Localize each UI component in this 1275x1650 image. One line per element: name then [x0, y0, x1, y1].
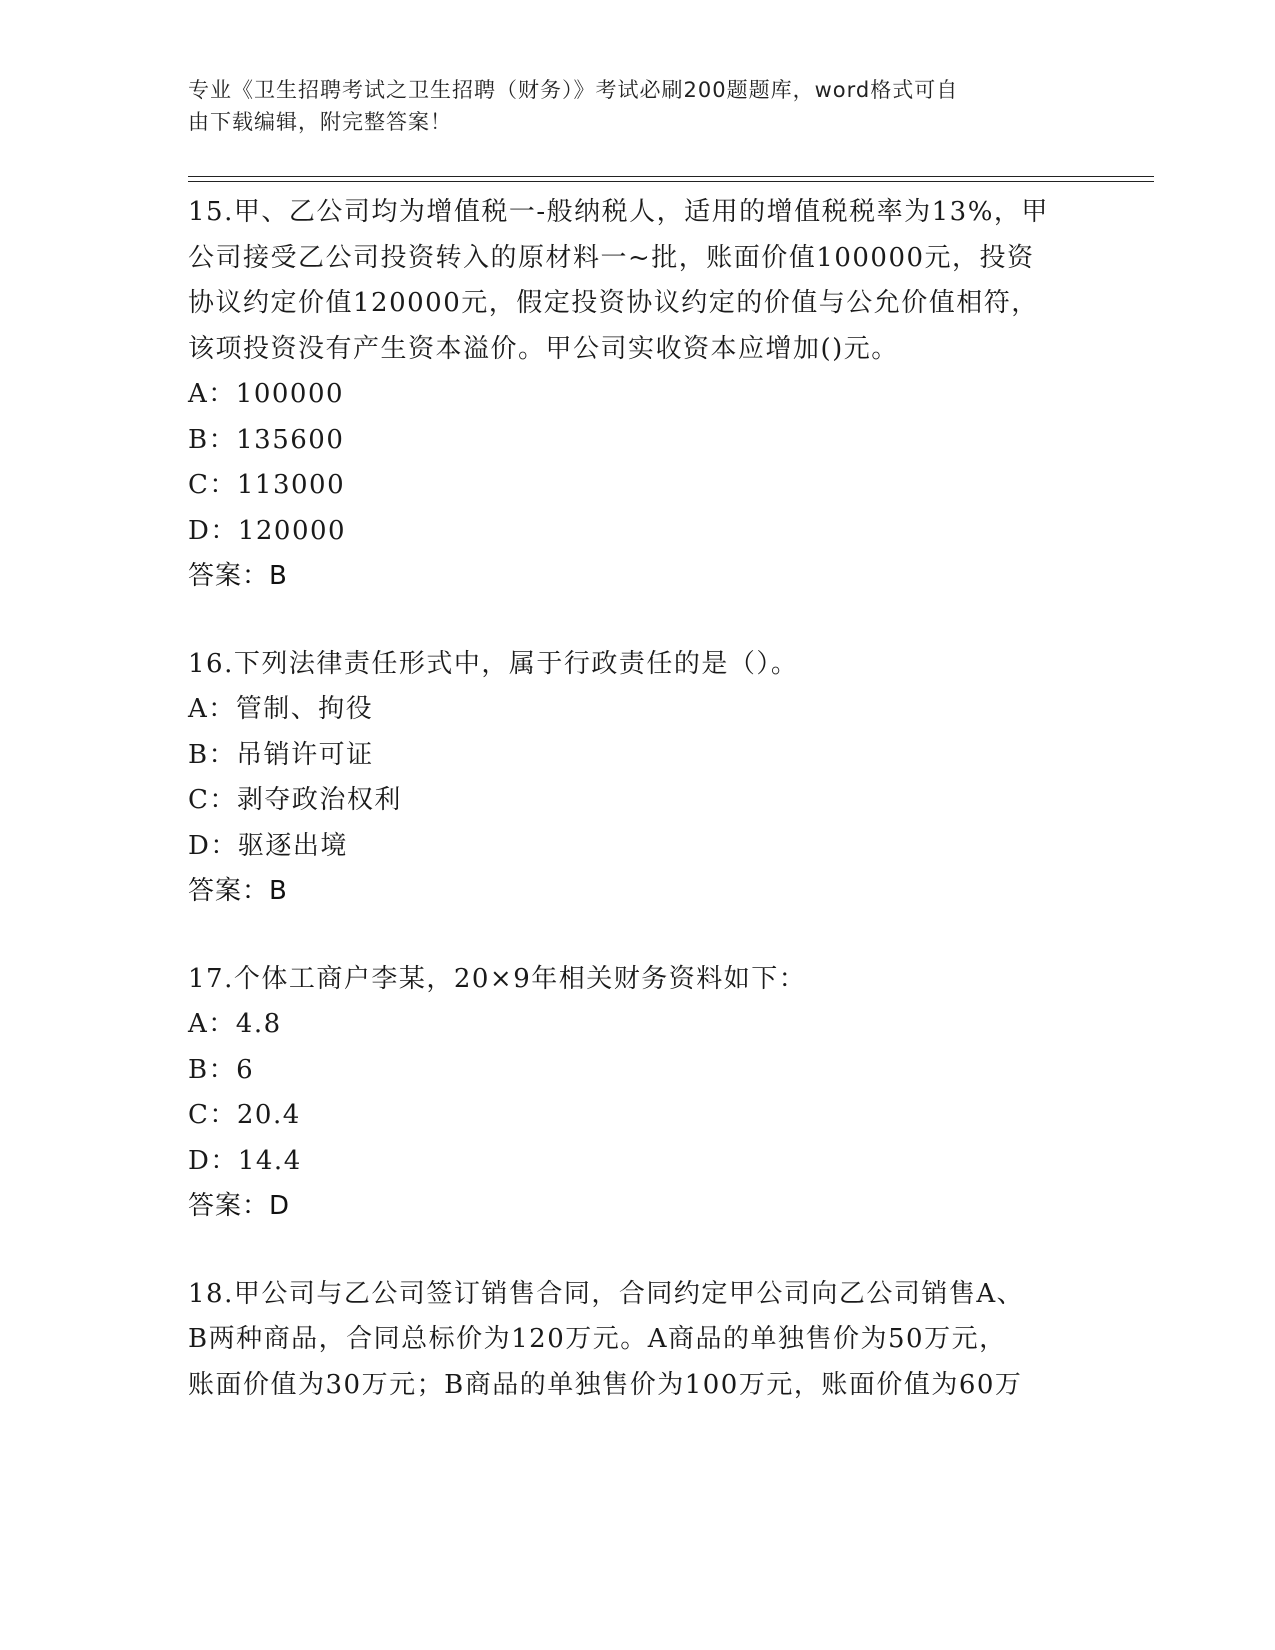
option-a: A：管制、拘役 — [188, 694, 374, 724]
question-line: 15.甲、乙公司均为增值税一-般纳税人，适用的增值税税率为13%，甲 — [188, 197, 1049, 227]
option-c: C：剥夺政治权利 — [188, 785, 402, 815]
question-line: 账面价值为30万元；B商品的单独售价为100万元，账面价值为60万 — [188, 1369, 1023, 1400]
header-divider-bottom — [188, 181, 1154, 182]
question-17 — [188, 957, 1088, 1230]
header-divider-top — [188, 176, 1154, 177]
question-text — [188, 1272, 1088, 1409]
option-a: A：100000 — [188, 379, 345, 409]
question-text — [188, 190, 1088, 372]
option-c: C：20.4 — [188, 1100, 301, 1130]
question-list — [188, 190, 1088, 1450]
option-b: B：135600 — [188, 424, 345, 455]
question-15 — [188, 190, 1088, 600]
question-line: 公司接受乙公司投资转入的原材料一~批，账面价值100000元，投资 — [188, 242, 1035, 273]
question-line: 18.甲公司与乙公司签订销售合同，合同约定甲公司向乙公司销售A、 — [188, 1278, 1025, 1309]
question-line: 17.个体工商户李某，20×9年相关财务资料如下： — [188, 963, 807, 994]
option-b: B：6 — [188, 1054, 255, 1085]
question-line: B两种商品，合同总标价为120万元。A商品的单独售价为50万元， — [188, 1324, 1007, 1354]
option-d: D：驱逐出境 — [188, 830, 348, 861]
question-text — [188, 642, 1088, 688]
question-16 — [188, 642, 1088, 915]
answer-label: 答案：B — [188, 876, 288, 906]
question-text — [188, 957, 1088, 1003]
option-a: A：4.8 — [188, 1009, 282, 1039]
question-18 — [188, 1272, 1088, 1409]
option-d: D：120000 — [188, 515, 347, 546]
answer-label: 答案：D — [188, 1191, 291, 1221]
question-line: 该项投资没有产生资本溢价。甲公司实收资本应增加()元。 — [188, 333, 899, 364]
option-b: B：吊销许可证 — [188, 739, 374, 770]
header-line-1: 专业《卫生招聘考试之卫生招聘（财务）》考试必刷200题题库，word格式可自 — [188, 78, 959, 102]
header-line-2: 由下载编辑，附完整答案！ — [188, 110, 452, 134]
option-d: D：14.4 — [188, 1145, 302, 1176]
option-c: C：113000 — [188, 470, 346, 500]
answer-label: 答案：B — [188, 561, 288, 591]
question-line: 16.下列法律责任形式中，属于行政责任的是（）。 — [188, 648, 799, 679]
question-line: 协议约定价值120000元，假定投资协议约定的价值与公允价值相符， — [188, 288, 1039, 318]
document-header — [188, 74, 1068, 138]
